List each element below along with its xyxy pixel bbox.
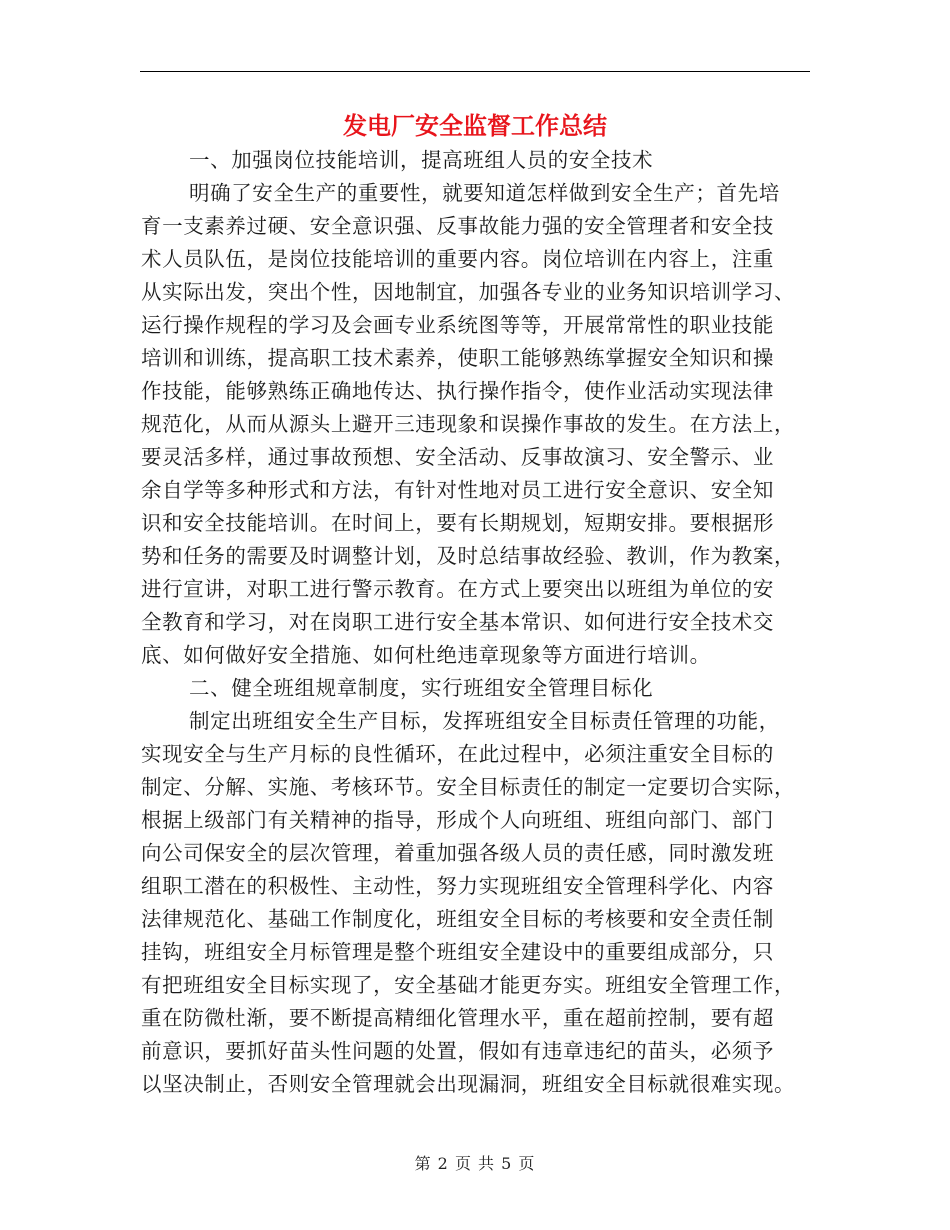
text-line: 前意识，要抓好苗头性问题的处置，假如有违章违纪的苗头，必须予: [141, 1039, 774, 1063]
text-line: 进行宣讲，对职工进行警示教育。在方式上要突出以班组为单位的安: [141, 577, 774, 601]
text-line: 明确了安全生产的重要性，就要知道怎样做到安全生产；首先培: [189, 181, 780, 205]
text-line: 组职工潜在的积极性、主动性，努力实现班组安全管理科学化、内容: [141, 874, 774, 898]
text-line: 余自学等多种形式和方法，有针对性地对员工进行安全意识、安全知: [141, 478, 774, 502]
text-line: 有把班组安全目标实现了，安全基础才能更夯实。班组安全管理工作，: [141, 973, 796, 997]
text-line: 术人员队伍，是岗位技能培训的重要内容。岗位培训在内容上，注重: [141, 247, 774, 271]
section-heading-2: 二、健全班组规章制度，实行班组安全管理目标化: [189, 676, 654, 700]
text-line: 以坚决制止，否则安全管理就会出现漏洞，班组安全目标就很难实现。: [141, 1072, 796, 1096]
text-line: 制定、分解、实施、考核环节。安全目标责任的制定一定要切合实际，: [141, 775, 796, 799]
text-line: 从实际出发，突出个性，因地制宜，加强各专业的业务知识培训学习、: [141, 280, 796, 304]
text-line: 要灵活多样，通过事故预想、安全活动、反事故演习、安全警示、业: [141, 445, 774, 469]
section-heading-1: 一、加强岗位技能培训，提高班组人员的安全技术: [189, 148, 654, 172]
text-line: 向公司保安全的层次管理，着重加强各级人员的责任感，同时激发班: [141, 841, 774, 865]
text-line: 识和安全技能培训。在时间上，要有长期规划，短期安排。要根据形: [141, 511, 774, 535]
text-line: 挂钩，班组安全月标管理是整个班组安全建设中的重要组成部分，只: [141, 940, 774, 964]
text-line: 根据上级部门有关精神的指导，形成个人向班组、班组向部门、部门: [141, 808, 774, 832]
text-line: 作技能，能够熟练正确地传达、执行操作指令，使作业活动实现法律: [141, 379, 774, 403]
text-line: 全教育和学习，对在岗职工进行安全基本常识、如何进行安全技术交: [141, 610, 774, 634]
page-number: 第 2 页 共 5 页: [414, 1154, 536, 1173]
text-line: 法律规范化、基础工作制度化，班组安全目标的考核要和安全责任制: [141, 907, 774, 931]
text-line: 底、如何做好安全措施、如何杜绝违章现象等方面进行培训。: [141, 643, 711, 667]
text-line: 势和任务的需要及时调整计划，及时总结事故经验、教训，作为教案，: [141, 544, 796, 568]
text-line: 育一支素养过硬、安全意识强、反事故能力强的安全管理者和安全技: [141, 214, 774, 238]
text-line: 培训和训练，提高职工技术素养，使职工能够熟练掌握安全知识和操: [141, 346, 774, 370]
document-title: 发电厂安全监督工作总结: [343, 111, 607, 140]
text-line: 实现安全与生产月标的良性循环，在此过程中，必须注重安全目标的: [141, 742, 774, 766]
text-line: 制定出班组安全生产目标，发挥班组安全目标责任管理的功能，: [189, 709, 780, 733]
document-body: [141, 144, 811, 1101]
header-rule: [140, 71, 810, 72]
text-line: 运行操作规程的学习及会画专业系统图等等，开展常常性的职业技能: [141, 313, 774, 337]
text-line: 规范化，从而从源头上避开三违现象和误操作事故的发生。在方法上，: [141, 412, 796, 436]
text-line: 重在防微杜渐，要不断提高精细化管理水平，重在超前控制，要有超: [141, 1006, 774, 1030]
